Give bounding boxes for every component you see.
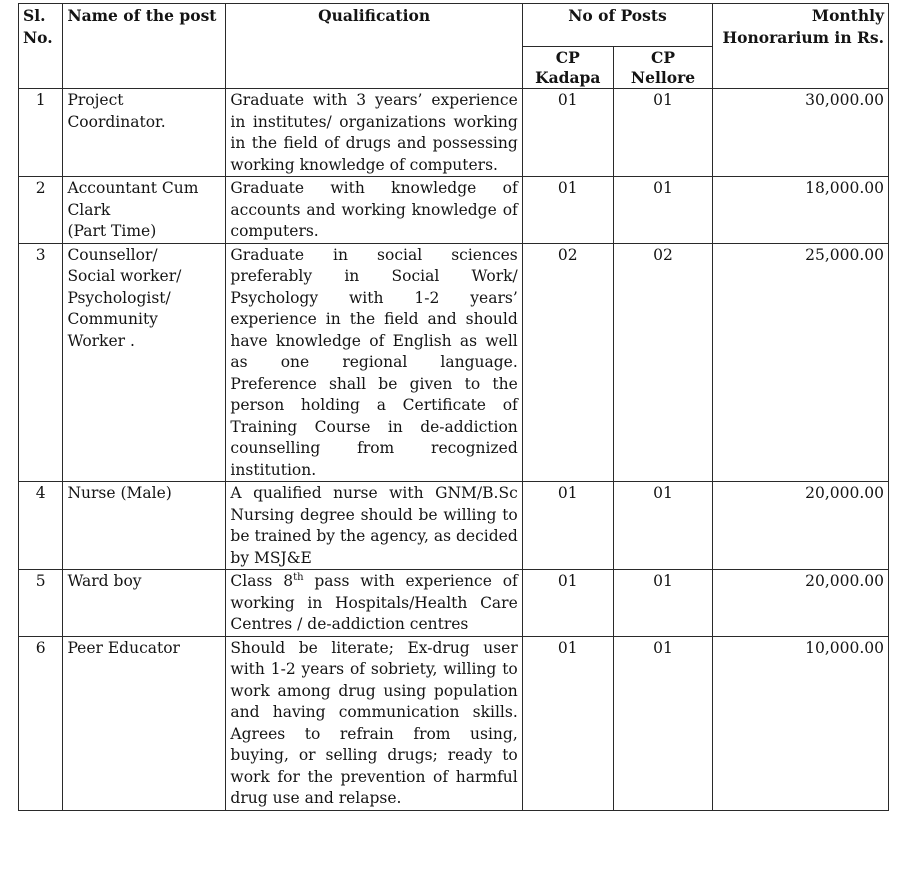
cell-honorarium: 20,000.00 bbox=[713, 570, 889, 637]
cell-post-name: Accountant Cum Clark (Part Time) bbox=[63, 177, 226, 244]
table-row bbox=[19, 636, 889, 810]
cell-honorarium: 25,000.00 bbox=[713, 243, 889, 482]
table-row bbox=[19, 177, 889, 244]
cell-post-name: Ward boy bbox=[63, 570, 226, 637]
cell-cp-nellore: 01 bbox=[613, 482, 712, 570]
cell-sl-no: 5 bbox=[19, 570, 63, 637]
qualification-text-start: Class 8 bbox=[230, 572, 294, 590]
cell-qualification: Graduate in social sciences preferably in Social Work/ Psychology with 1-2 years’ experience in the field and should have knowledge of English as well as one regional language. Preference shall be given to the person holding a Certificate of Training Course in de-addiction counselling from recognized institution. bbox=[226, 243, 522, 482]
header-cp-nellore: CP Nellore bbox=[613, 47, 712, 89]
qualification-text-end: pass with experience of working in Hospitals/Health Care Centres / de-addiction centres bbox=[230, 572, 518, 633]
cell-sl-no: 6 bbox=[19, 636, 63, 810]
ordinal-superscript: th bbox=[293, 571, 304, 583]
cell-cp-kadapa: 01 bbox=[522, 89, 613, 177]
cell-cp-nellore: 01 bbox=[613, 177, 712, 244]
cell-sl-no: 1 bbox=[19, 89, 63, 177]
cell-qualification bbox=[226, 570, 522, 637]
cell-honorarium: 30,000.00 bbox=[713, 89, 889, 177]
header-name-of-post: Name of the post bbox=[63, 4, 226, 89]
cell-post-name: Counsellor/ Social worker/ Psychologist/ Community Worker . bbox=[63, 243, 226, 482]
cell-cp-kadapa: 01 bbox=[522, 482, 613, 570]
cell-qualification: Graduate with knowledge of accounts and working knowledge of computers. bbox=[226, 177, 522, 244]
cell-cp-kadapa: 02 bbox=[522, 243, 613, 482]
cell-honorarium: 10,000.00 bbox=[713, 636, 889, 810]
header-row bbox=[19, 4, 889, 47]
cell-cp-nellore: 01 bbox=[613, 570, 712, 637]
header-no-of-posts: No of Posts bbox=[522, 4, 713, 47]
cell-post-name: Project Coordinator. bbox=[63, 89, 226, 177]
table-row bbox=[19, 570, 889, 637]
cell-sl-no: 3 bbox=[19, 243, 63, 482]
header-cp-kadapa: CP Kadapa bbox=[522, 47, 613, 89]
cell-qualification: Should be literate; Ex-drug user with 1-2 years of sobriety, willing to work among drug using population and having communication skills. Agrees to refrain from using, buying, or selling drugs; ready to work for the prevention of harmful drug use and relapse. bbox=[226, 636, 522, 810]
cell-cp-kadapa: 01 bbox=[522, 570, 613, 637]
header-monthly-honorarium: Monthly Honorarium in Rs. bbox=[713, 4, 889, 89]
cell-cp-nellore: 02 bbox=[613, 243, 712, 482]
cell-honorarium: 18,000.00 bbox=[713, 177, 889, 244]
cell-qualification: Graduate with 3 years’ experience in institutes/ organizations working in the field of drugs and possessing working knowledge of computers. bbox=[226, 89, 522, 177]
cell-cp-kadapa: 01 bbox=[522, 177, 613, 244]
cell-qualification: A qualified nurse with GNM/B.Sc Nursing degree should be willing to be trained by the agency, as decided by MSJ&E bbox=[226, 482, 522, 570]
header-sl-no: Sl. No. bbox=[19, 4, 63, 89]
table-header bbox=[19, 4, 889, 89]
table-row bbox=[19, 89, 889, 177]
cell-cp-kadapa: 01 bbox=[522, 636, 613, 810]
header-qualification: Qualification bbox=[226, 4, 522, 89]
cell-cp-nellore: 01 bbox=[613, 89, 712, 177]
cell-post-name: Peer Educator bbox=[63, 636, 226, 810]
cell-post-name: Nurse (Male) bbox=[63, 482, 226, 570]
cell-sl-no: 2 bbox=[19, 177, 63, 244]
table-body bbox=[19, 89, 889, 811]
cell-sl-no: 4 bbox=[19, 482, 63, 570]
cell-cp-nellore: 01 bbox=[613, 636, 712, 810]
table-row bbox=[19, 243, 889, 482]
table-row bbox=[19, 482, 889, 570]
posts-table bbox=[18, 3, 889, 811]
cell-honorarium: 20,000.00 bbox=[713, 482, 889, 570]
